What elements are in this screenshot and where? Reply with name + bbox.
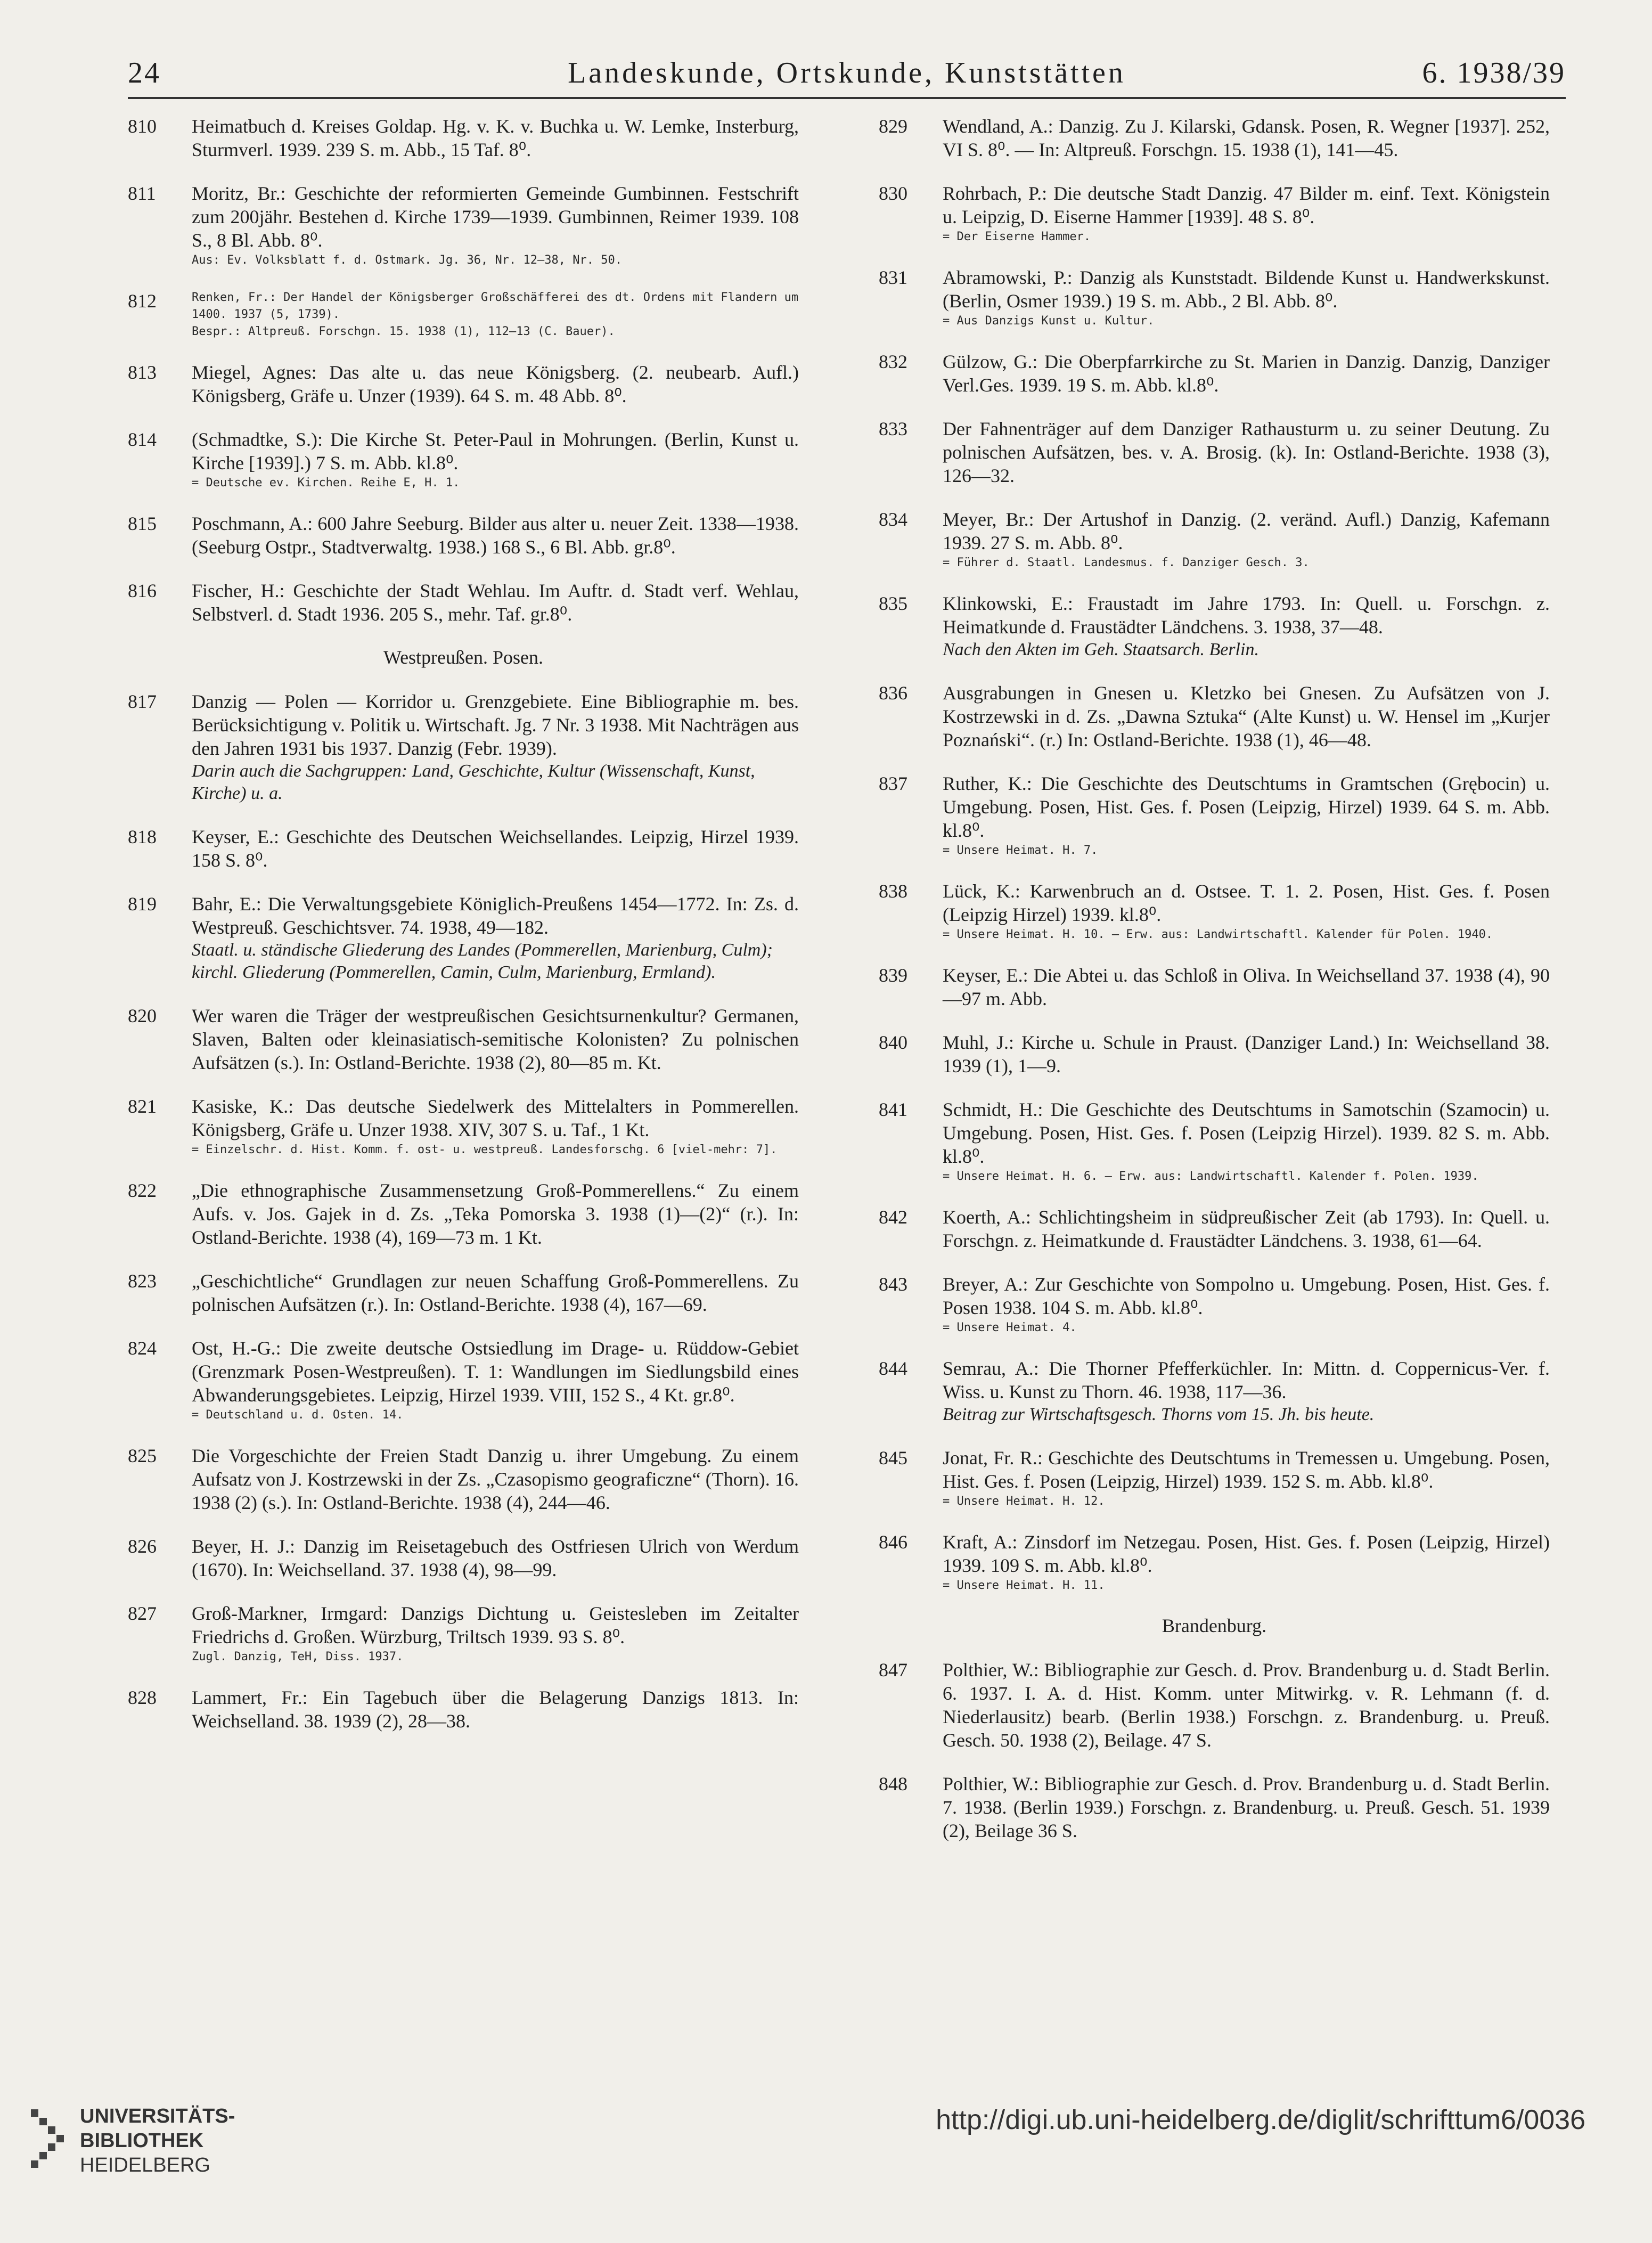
entry-citation: Jonat, Fr. R.: Geschichte des Deutschtums in Tremessen u. Umgebung. Posen, Hist. Ges. f. Posen (Leipzig, Hirzel) 1939. 152 S. m. Abb. kl.8⁰. bbox=[943, 1447, 1550, 1492]
entry-number: 834 bbox=[879, 509, 907, 530]
entry-note: = Deutsche ev. Kirchen. Reihe E, H. 1. bbox=[192, 476, 460, 490]
entry-number: 835 bbox=[879, 593, 907, 614]
entry-number: 826 bbox=[128, 1536, 157, 1557]
entry-annotation: Beitrag zur Wirtschaftsgesch. Thorns vom 15. Jh. bis heute. bbox=[943, 1405, 1375, 1424]
entry-number: 832 bbox=[879, 351, 907, 372]
entry-citation: Lammert, Fr.: Ein Tagebuch über die Belagerung Danzigs 1813. In: Weichselland. 38. 1939 (2), 28—38. bbox=[192, 1687, 799, 1732]
entry-citation: Der Fahnenträger auf dem Danziger Rathausturm u. zu seiner Deutung. Zu polnischen Aufsätzen, bes. v. A. Brosig. (k). In: Ostland-Berichte. 1938 (3), 126—32. bbox=[943, 418, 1550, 486]
entry-number: 827 bbox=[128, 1603, 157, 1624]
entry-citation: Breyer, A.: Zur Geschichte von Sompolno u. Umgebung. Posen, Hist. Ges. f. Posen 1938. 104 S. m. Abb. kl.8⁰. bbox=[943, 1274, 1550, 1318]
entry-citation: Rohrbach, P.: Die deutsche Stadt Danzig. 47 Bilder m. einf. Text. Königstein u. Leipzig, D. Eiserne Hammer [1939]. 48 S. 8⁰. bbox=[943, 183, 1550, 227]
entry-content bbox=[943, 681, 1550, 752]
entry-note: = Der Eiserne Hammer. bbox=[943, 230, 1091, 243]
entry-content bbox=[943, 508, 1550, 572]
entry-content bbox=[943, 879, 1550, 943]
entry-number: 818 bbox=[128, 826, 157, 847]
source-url[interactable]: http://digi.ub.uni-heidelberg.de/diglit/schrifttum6/0036 bbox=[936, 2105, 1585, 2135]
entry-content bbox=[192, 690, 799, 805]
bibliography-entry bbox=[879, 1357, 1550, 1426]
entry-content bbox=[192, 512, 799, 559]
page-title: Landeskunde, Ortskunde, Kunststätten bbox=[568, 56, 1126, 89]
bibliography-entry bbox=[879, 1446, 1550, 1510]
entry-content bbox=[943, 1205, 1550, 1252]
bibliography-entry bbox=[128, 1336, 799, 1424]
entry-content bbox=[943, 350, 1550, 397]
entry-citation: Ost, H.-G.: Die zweite deutsche Ostsiedlung im Drage- u. Rüddow-Gebiet (Grenzmark Posen-Westpreußen). T. 1: Wandlungen im Siedlungsbild eines Abwanderungsgebietes. Leipzig, Hirzel 1939. VIII, 152 S., 4 Kt. gr.8⁰. bbox=[192, 1337, 799, 1406]
entry-content bbox=[943, 417, 1550, 487]
entry-citation: Die Vorgeschichte der Freien Stadt Danzig u. ihrer Umgebung. Zu einem Aufsatz von J. Kostrzewski in der Zs. „Czasopismo geograficzne“ (Thorn). 16. 1938 (2) (s.). In: Ostland-Berichte. 1938 (4), 244—46. bbox=[192, 1445, 799, 1513]
entry-citation: Moritz, Br.: Geschichte der reformierten Gemeinde Gumbinnen. Festschrift zum 200jähr. Bestehen d. Kirche 1739—1939. Gumbinnen, Reimer 1939. 108 S., 8 Bl. Abb. 8⁰. bbox=[192, 183, 799, 251]
entry-content bbox=[943, 1357, 1550, 1426]
bibliography-entry bbox=[128, 361, 799, 407]
entry-citation: Wendland, A.: Danzig. Zu J. Kilarski, Gdansk. Posen, R. Wegner [1937]. 252, VI S. 8⁰. — In: Altpreuß. Forschgn. 15. 1938 (1), 141—45. bbox=[943, 116, 1550, 160]
bibliography-entry bbox=[879, 1205, 1550, 1252]
bibliography-entry bbox=[128, 1686, 799, 1733]
entry-number: 812 bbox=[128, 290, 157, 312]
bibliography-entry bbox=[879, 350, 1550, 397]
entry-note: = Einzelschr. d. Hist. Komm. f. ost- u. westpreuß. Landesforschg. 6 [viel-mehr: 7]. bbox=[192, 1143, 778, 1156]
entry-citation: Wer waren die Träger der westpreußischen Gesichtsurnenkultur? Germanen, Slaven, Balten oder kleinasiatisch-semitische Kolonisten? Zu polnischen Aufsätzen (s.). In: Ostland-Berichte. 1938 (2), 80—85 m. Kt. bbox=[192, 1005, 799, 1073]
entry-content bbox=[943, 182, 1550, 246]
entry-number: 819 bbox=[128, 893, 157, 915]
entry-citation: Ausgrabungen in Gnesen u. Kletzko bei Gnesen. Zu Aufsätzen von J. Kostrzewski in d. Zs. „Dawna Sztuka“ (Alte Kunst) u. W. Hensel im „Kurjer Poznański“. (r.) In: Ostland-Berichte. 1938 (1), 46—48. bbox=[943, 682, 1550, 751]
entry-citation: Ruther, K.: Die Geschichte des Deutschtums in Gramtschen (Grębocin) u. Umgebung. Posen, Hist. Ges. f. Posen (Leipzig, Hirzel) 1939. 64 S. m. Abb. kl.8⁰. bbox=[943, 773, 1550, 841]
bibliography-entry bbox=[128, 115, 799, 161]
volume-label: 6. 1938/39 bbox=[1422, 56, 1566, 89]
entry-number: 848 bbox=[879, 1773, 907, 1795]
entry-note: = Unsere Heimat. H. 10. — Erw. aus: Landwirtschaftl. Kalender für Polen. 1940. bbox=[943, 928, 1493, 941]
entry-content bbox=[192, 1602, 799, 1666]
entry-content bbox=[943, 1098, 1550, 1185]
bibliography-entry bbox=[128, 1444, 799, 1514]
entry-note: = Unsere Heimat. H. 7. bbox=[943, 844, 1098, 857]
entry-annotation: Nach den Akten im Geh. Staatsarch. Berlin. bbox=[943, 640, 1259, 659]
entry-citation: Koerth, A.: Schlichtingsheim in südpreußischer Zeit (ab 1793). In: Quell. u. Forschgn. z. Heimatkunde d. Fraustädter Ländchens. 3. 1938, 61—64. bbox=[943, 1206, 1550, 1251]
bibliography-entry bbox=[879, 1273, 1550, 1336]
entry-number: 845 bbox=[879, 1447, 907, 1469]
entry-citation: Keyser, E.: Geschichte des Deutschen Weichsellandes. Leipzig, Hirzel 1939. 158 S. 8⁰. bbox=[192, 826, 799, 871]
entry-citation: Gülzow, G.: Die Oberpfarrkirche zu St. Marien in Danzig. Danzig, Danziger Verl.Ges. 1939. 19 S. m. Abb. kl.8⁰. bbox=[943, 351, 1550, 396]
entry-citation: Groß-Markner, Irmgard: Danzigs Dichtung u. Geistesleben im Zeitalter Friedrichs d. Großen. Würzburg, Triltsch 1939. 93 S. 8⁰. bbox=[192, 1603, 799, 1647]
entry-number: 831 bbox=[879, 267, 907, 288]
entry-citation: Poschmann, A.: 600 Jahre Seeburg. Bilder aus alter u. neuer Zeit. 1338—1938. (Seeburg Ostpr., Stadtverwaltg. 1938.) 168 S., 6 Bl. Abb. gr.8⁰. bbox=[192, 513, 799, 558]
entry-note: = Unsere Heimat. 4. bbox=[943, 1321, 1077, 1334]
entry-citation: Polthier, W.: Bibliographie zur Gesch. d. Prov. Brandenburg u. d. Stadt Berlin. 7. 1938. (Berlin 1939.) Forschgn. z. Brandenburg. u. Preuß. Gesch. 51. 1939 (2), Beilage 36 S. bbox=[943, 1773, 1550, 1841]
entry-number: 823 bbox=[128, 1270, 157, 1292]
bibliography-entry bbox=[128, 1269, 799, 1316]
section-heading: Westpreußen. Posen. bbox=[383, 647, 544, 668]
entry-number: 830 bbox=[879, 183, 907, 204]
entry-citation: Lück, K.: Karwenbruch an d. Ostsee. T. 1. 2. Posen, Hist. Ges. f. Posen (Leipzig Hirzel) 1939. kl.8⁰. bbox=[943, 880, 1550, 925]
entry-annotation: Staatl. u. ständische Gliederung des Landes (Pommerellen, Marienburg, Culm); kirchl. Gliederung (Pommerellen, Camin, Culm, Marienburg, Ermland). bbox=[192, 940, 773, 982]
entry-citation: Semrau, A.: Die Thorner Pfefferküchler. In: Mittn. d. Coppernicus-Ver. f. Wiss. u. Kunst zu Thorn. 46. 1938, 117—36. bbox=[943, 1358, 1550, 1402]
entry-content bbox=[192, 1535, 799, 1581]
bibliography-entry bbox=[879, 508, 1550, 572]
entry-citation: Beyer, H. J.: Danzig im Reisetagebuch des Ostfriesen Ulrich von Werdum (1670). In: Weichselland. 37. 1938 (4), 98—99. bbox=[192, 1536, 799, 1580]
entry-content bbox=[192, 1095, 799, 1159]
entry-citation: Kasiske, K.: Das deutsche Siedelwerk des Mittelalters in Pommerellen. Königsberg, Gräfe u. Unzer 1938. XIV, 307 S. u. Taf., 1 Kt. bbox=[192, 1096, 799, 1140]
entry-number: 822 bbox=[128, 1180, 157, 1201]
entry-number: 829 bbox=[879, 116, 907, 137]
entry-number: 813 bbox=[128, 362, 157, 383]
entry-content bbox=[943, 1658, 1550, 1752]
entry-number: 820 bbox=[128, 1005, 157, 1026]
entry-content bbox=[192, 579, 799, 626]
entry-note: = Unsere Heimat. H. 6. — Erw. aus: Landwirtschaftl. Kalender f. Polen. 1939. bbox=[943, 1170, 1479, 1183]
entry-number: 833 bbox=[879, 418, 907, 439]
bibliography-entry bbox=[879, 266, 1550, 330]
entry-number: 836 bbox=[879, 682, 907, 704]
bibliography-entry bbox=[879, 417, 1550, 487]
entry-content bbox=[943, 1772, 1550, 1842]
entry-content bbox=[943, 1530, 1550, 1594]
bibliography-entry bbox=[879, 964, 1550, 1010]
bibliography-entry bbox=[128, 892, 799, 984]
entry-citation: Abramowski, P.: Danzig als Kunststadt. Bildende Kunst u. Handwerkskunst. (Berlin, Osmer 1939.) 19 S. m. Abb., 2 Bl. Abb. 8⁰. bbox=[943, 267, 1550, 312]
bibliography-entry bbox=[879, 115, 1550, 161]
entry-citation: Klinkowski, E.: Fraustadt im Jahre 1793. In: Quell. u. Forschgn. z. Heimatkunde d. Fraustädter Ländchens. 3. 1938, 37—48. bbox=[943, 593, 1550, 638]
bibliography-entry bbox=[879, 1098, 1550, 1185]
library-logo-icon bbox=[21, 2088, 75, 2195]
bibliography-entry bbox=[879, 1658, 1550, 1752]
entry-content bbox=[192, 182, 799, 269]
entry-citation: Fischer, H.: Geschichte der Stadt Wehlau. Im Auftr. d. Stadt verf. Wehlau, Selbstverl. d. Stadt 1936. 205 S., mehr. Taf. gr.8⁰. bbox=[192, 580, 799, 625]
entry-citation: Schmidt, H.: Die Geschichte des Deutschtums in Samotschin (Szamocin) u. Umgebung. Posen, Hist. Ges. f. Posen (Leipzig Hirzel). 1939. 82 S. m. Abb. kl.8⁰. bbox=[943, 1099, 1550, 1167]
bibliography-entry bbox=[128, 289, 799, 340]
entry-content bbox=[192, 1336, 799, 1424]
entry-content bbox=[943, 115, 1550, 161]
right-column bbox=[879, 115, 1550, 1863]
entry-content bbox=[192, 1004, 799, 1074]
entry-number: 816 bbox=[128, 580, 157, 601]
library-logo bbox=[21, 2088, 341, 2195]
library-name-line3: HEIDELBERG bbox=[80, 2154, 210, 2176]
page-header bbox=[128, 51, 1566, 99]
bibliography-entry bbox=[128, 579, 799, 626]
bibliography-entry bbox=[128, 1095, 799, 1159]
entry-note: = Deutschland u. d. Osten. 14. bbox=[192, 1408, 404, 1422]
entry-citation: „Geschichtliche“ Grundlagen zur neuen Schaffung Groß-Pommerellens. Zu polnischen Aufsätzen (r.). In: Ostland-Berichte. 1938 (4), 167—69. bbox=[192, 1270, 799, 1315]
entry-content bbox=[943, 772, 1550, 859]
entry-citation: Kraft, A.: Zinsdorf im Netzegau. Posen, Hist. Ges. f. Posen (Leipzig, Hirzel) 1939. 109 S. m. Abb. kl.8⁰. bbox=[943, 1531, 1550, 1576]
bibliography-entry bbox=[128, 1602, 799, 1666]
page-number: 24 bbox=[128, 56, 161, 89]
bibliography-entry bbox=[879, 1772, 1550, 1842]
bibliography-entry bbox=[879, 182, 1550, 246]
entry-number: 810 bbox=[128, 116, 157, 137]
bibliography-entry bbox=[128, 182, 799, 269]
entry-content bbox=[192, 428, 799, 492]
entry-annotation: Darin auch die Sachgruppen: Land, Geschichte, Kultur (Wissenschaft, Kunst, Kirche) u. a. bbox=[192, 761, 755, 803]
entry-number: 814 bbox=[128, 429, 157, 450]
entry-note: = Unsere Heimat. H. 11. bbox=[943, 1579, 1105, 1592]
bibliography-entry bbox=[128, 1004, 799, 1074]
bibliography-entry bbox=[879, 772, 1550, 859]
entry-note: Aus: Ev. Volksblatt f. d. Ostmark. Jg. 36, Nr. 12—38, Nr. 50. bbox=[192, 254, 622, 267]
entry-note: = Aus Danzigs Kunst u. Kultur. bbox=[943, 314, 1155, 328]
entry-number: 841 bbox=[879, 1099, 907, 1120]
library-name-line1: UNIVERSITÄTS- bbox=[80, 2105, 235, 2127]
entry-number: 817 bbox=[128, 691, 157, 712]
entry-content bbox=[943, 1273, 1550, 1336]
entry-note: Zugl. Danzig, TeH, Diss. 1937. bbox=[192, 1650, 404, 1663]
entry-content bbox=[192, 289, 799, 340]
entry-content bbox=[943, 1446, 1550, 1510]
entry-note: = Unsere Heimat. H. 12. bbox=[943, 1495, 1105, 1508]
bibliography-entry bbox=[879, 1031, 1550, 1078]
entry-number: 837 bbox=[879, 773, 907, 794]
entry-content bbox=[943, 592, 1550, 661]
entry-citation: Heimatbuch d. Kreises Goldap. Hg. v. K. v. Buchka u. W. Lemke, Insterburg, Sturmverl. 1939. 239 S. m. Abb., 15 Taf. 8⁰. bbox=[192, 116, 799, 160]
entry-content bbox=[192, 825, 799, 872]
entry-content bbox=[192, 115, 799, 161]
bibliography-entry bbox=[128, 512, 799, 559]
entry-citation: Polthier, W.: Bibliographie zur Gesch. d. Prov. Brandenburg u. d. Stadt Berlin. 6. 1937. I. A. d. Hist. Komm. unter Mitwirkg. v. R. Lehmann (f. d. Niederlausitz) bearb. (Berlin 1938.) Forschgn. z. Brandenburg. u. Preuß. Gesch. 50. 1938 (2), Beilage. 47 S. bbox=[943, 1659, 1550, 1751]
left-column bbox=[128, 115, 799, 1753]
entry-content bbox=[943, 266, 1550, 330]
entry-citation: Meyer, Br.: Der Artushof in Danzig. (2. veränd. Aufl.) Danzig, Kafemann 1939. 27 S. m. Abb. 8⁰. bbox=[943, 509, 1550, 553]
bibliography-entry bbox=[128, 1179, 799, 1249]
entry-citation: Muhl, J.: Kirche u. Schule in Praust. (Danziger Land.) In: Weichselland 38. 1939 (1), 1—9. bbox=[943, 1032, 1550, 1076]
entry-number: 838 bbox=[879, 880, 907, 902]
entry-content bbox=[943, 964, 1550, 1010]
entry-number: 842 bbox=[879, 1206, 907, 1228]
entry-number: 815 bbox=[128, 513, 157, 534]
bibliography-entry bbox=[128, 1535, 799, 1581]
entry-note: Bespr.: Altpreuß. Forschgn. 15. 1938 (1), 112—13 (C. Bauer). bbox=[192, 325, 615, 338]
entry-number: 844 bbox=[879, 1358, 907, 1379]
entry-content bbox=[192, 361, 799, 407]
header-rule bbox=[128, 97, 1566, 99]
entry-content bbox=[192, 1444, 799, 1514]
entry-note: = Führer d. Staatl. Landesmus. f. Danziger Gesch. 3. bbox=[943, 556, 1310, 569]
entry-citation: Bahr, E.: Die Verwaltungsgebiete Königlich-Preußens 1454—1772. In: Zs. d. Westpreuß. Geschichtsver. 74. 1938, 49—182. bbox=[192, 893, 799, 938]
entry-number: 846 bbox=[879, 1531, 907, 1553]
entry-content bbox=[943, 1031, 1550, 1078]
entry-number: 821 bbox=[128, 1096, 157, 1117]
bibliography-entry bbox=[879, 681, 1550, 752]
entry-citation: Keyser, E.: Die Abtei u. das Schloß in Oliva. In Weichselland 37. 1938 (4), 90—97 m. Abb. bbox=[943, 965, 1550, 1009]
entry-number: 811 bbox=[128, 183, 156, 204]
entry-number: 828 bbox=[128, 1687, 157, 1708]
section-heading: Brandenburg. bbox=[1162, 1615, 1267, 1636]
entry-number: 843 bbox=[879, 1274, 907, 1295]
entry-number: 840 bbox=[879, 1032, 907, 1053]
bibliography-entry bbox=[128, 825, 799, 872]
entry-content bbox=[192, 1179, 799, 1249]
entry-citation: Miegel, Agnes: Das alte u. das neue Königsberg. (2. neubearb. Aufl.) Königsberg, Gräfe u. Unzer (1939). 64 S. m. 48 Abb. 8⁰. bbox=[192, 362, 799, 406]
entry-number: 839 bbox=[879, 965, 907, 986]
library-name-line2: BIBLIOTHEK bbox=[80, 2130, 204, 2152]
entry-content bbox=[192, 1686, 799, 1733]
entry-citation: „Die ethnographische Zusammensetzung Groß-Pommerellens.“ Zu einem Aufs. v. Jos. Gajek in d. Zs. „Teka Pomorska 3. 1938 (1)—(2)“ (r.). In: Ostland-Berichte. 1938 (4), 169—73 m. 1 Kt. bbox=[192, 1180, 799, 1248]
bibliography-entry bbox=[879, 1530, 1550, 1594]
bibliography-entry bbox=[128, 428, 799, 492]
entry-content bbox=[192, 1269, 799, 1316]
entry-number: 824 bbox=[128, 1337, 157, 1359]
entry-number: 847 bbox=[879, 1659, 907, 1681]
entry-content bbox=[192, 892, 799, 984]
entry-number: 825 bbox=[128, 1445, 157, 1466]
entry-citation-small: Renken, Fr.: Der Handel der Königsberger Großschäfferei des dt. Ordens mit Flandern um 1400. 1937 (5, 1739). bbox=[192, 291, 799, 321]
entry-citation: (Schmadtke, S.): Die Kirche St. Peter-Paul in Mohrungen. (Berlin, Kunst u. Kirche [1939].) 7 S. m. Abb. kl.8⁰. bbox=[192, 429, 799, 474]
bibliography-entry bbox=[128, 690, 799, 805]
bibliography-entry bbox=[879, 879, 1550, 943]
entry-citation: Danzig — Polen — Korridor u. Grenzgebiete. Eine Bibliographie m. bes. Berücksichtigung v. Politik u. Wirtschaft. Jg. 7 Nr. 3 1938. Mit Nachträgen aus den Jahren 1931 bis 1937. Danzig (Febr. 1939). bbox=[192, 691, 799, 759]
library-name bbox=[80, 2104, 235, 2177]
bibliography-entry bbox=[879, 592, 1550, 661]
